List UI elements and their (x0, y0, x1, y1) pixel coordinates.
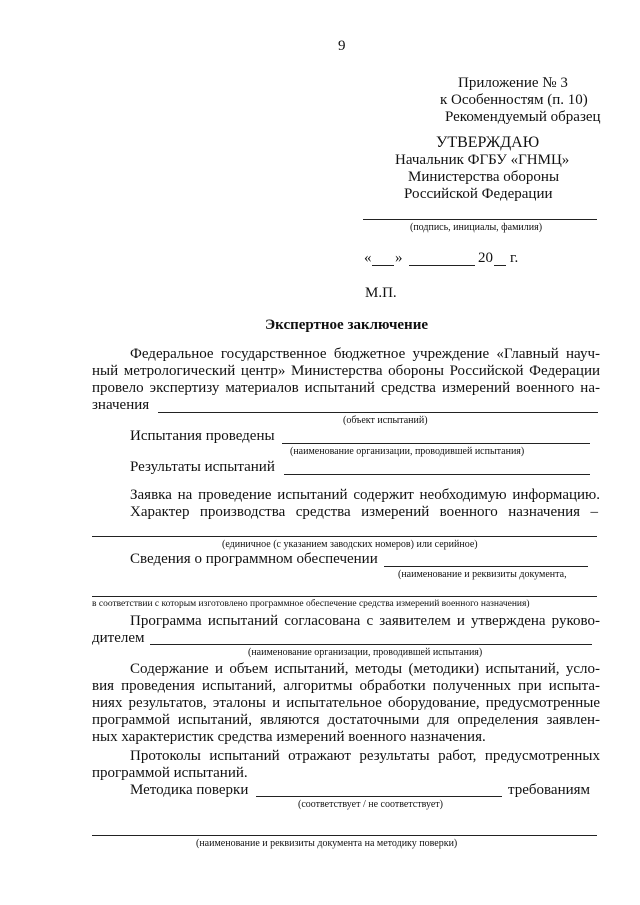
tests-label: Испытания проведены (130, 428, 275, 444)
appendix-line-1: Приложение № 3 (458, 75, 568, 91)
method-conformity-caption: (соответствует / не соответствует) (298, 799, 443, 810)
test-object-line[interactable] (158, 412, 598, 413)
date-day-line[interactable] (372, 265, 394, 266)
date-open-quote: « (364, 250, 372, 266)
method-doc-caption: (наименование и реквизиты документа на методику поверки) (196, 838, 458, 849)
approve-line-1: Начальник ФГБУ «ГНМЦ» (395, 152, 570, 168)
approve-line-3: Российской Федерации (404, 186, 553, 202)
para3-line-1: Содержание и объем испытаний, методы (методики) испытаний, усло- (130, 661, 600, 677)
method-doc-line[interactable] (92, 835, 597, 836)
para1-line-4: значения (92, 397, 150, 413)
results-line[interactable] (284, 474, 590, 475)
program-org-caption: (наименование организации, проводившей испытания) (248, 647, 483, 658)
results-label: Результаты испытаний (130, 459, 275, 475)
document-heading: Экспертное заключение (265, 317, 429, 333)
para2-line-2: Характер производства средства измерений военного назначения – (130, 504, 598, 520)
tests-org-line[interactable] (282, 443, 590, 444)
para2-line-1: Заявка на проведение испытаний содержит необходимую информацию. (130, 487, 600, 503)
para4-line-2: программой испытаний. (92, 765, 248, 781)
software-doc-line[interactable] (92, 596, 597, 597)
tests-org-caption: (наименование организации, проводившей испытания) (290, 446, 525, 457)
date-year-suffix: г. (510, 250, 519, 266)
para1-line-2: ный метрологический центр» Министерства обороны Российской Федерации (92, 363, 600, 379)
date-close-quote: » (395, 250, 403, 266)
software-line[interactable] (384, 566, 588, 567)
date-year-prefix: 20 (478, 250, 493, 266)
para3-line-3: ниях результатов, эталоны и испытательное оборудование, предусмотренные (92, 695, 600, 711)
method-conformity-line[interactable] (256, 796, 502, 797)
program-org-line[interactable] (150, 644, 592, 645)
para4-line-1: Протоколы испытаний отражают результаты работ, предусмотренных (130, 748, 600, 764)
stamp-label: М.П. (365, 285, 397, 301)
para1-line-3: провело экспертизу материалов испытаний средства измерений военного на- (92, 380, 600, 396)
software-caption-1: (наименование и реквизиты документа, (398, 569, 567, 580)
date-year-line[interactable] (494, 265, 506, 266)
page-number: 9 (338, 38, 346, 54)
para3-line-5: ных характеристик средства измерений военного назначения. (92, 729, 486, 745)
appendix-line-2: к Особенностям (п. 10) (440, 92, 588, 108)
appendix-line-3: Рекомендуемый образец (445, 109, 601, 125)
signature-line[interactable] (363, 219, 597, 220)
para1-line-1: Федеральное государственное бюджетное учреждение «Главный науч- (130, 346, 600, 362)
signature-caption: (подпись, инициалы, фамилия) (410, 222, 543, 233)
para3-line-2: вия проведения испытаний, алгоритмы обработки полученных при испыта- (92, 678, 600, 694)
production-type-caption: (единичное (с указанием заводских номеров) или серийное) (222, 539, 478, 550)
para3-line-4: программой испытаний, являются достаточными для определения заявлен- (92, 712, 600, 728)
approve-title: УТВЕРЖДАЮ (436, 134, 540, 151)
software-caption-2: в соответствии с которым изготовлено программное обеспечение средства измерений военного назначения) (92, 599, 530, 609)
test-object-caption: (объект испытаний) (343, 415, 428, 426)
program-line-2: дителем (92, 630, 145, 646)
software-label: Сведения о программном обеспечении (130, 551, 378, 567)
method-suffix: требованиям (508, 782, 591, 798)
date-month-line[interactable] (409, 265, 475, 266)
production-type-line[interactable] (92, 536, 597, 537)
method-label: Методика поверки (130, 782, 249, 798)
approve-line-2: Министерства обороны (408, 169, 560, 185)
program-line-1: Программа испытаний согласована с заявителем и утверждена руково- (130, 613, 600, 629)
